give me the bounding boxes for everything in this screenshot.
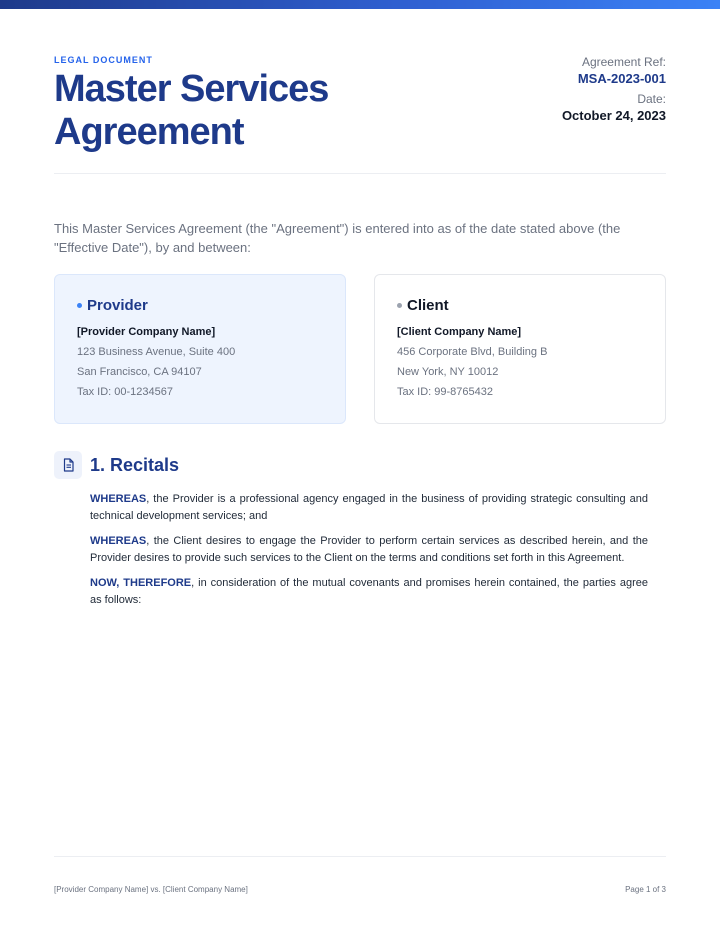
agreement-date-label: Date: — [637, 92, 666, 106]
client-address-line2: New York, NY 10012 — [397, 366, 499, 378]
footer-parties: [Provider Company Name] vs. [Client Company Name] — [54, 885, 248, 894]
footer-divider — [54, 856, 666, 857]
page-number: Page 1 of 3 — [625, 885, 666, 894]
provider-heading — [77, 297, 148, 314]
client-heading-label: Client — [407, 297, 449, 314]
bullet-dot-icon — [77, 303, 82, 308]
client-tax-id: Tax ID: 99-8765432 — [397, 386, 494, 398]
header-divider — [54, 173, 666, 174]
agreement-ref-value: MSA-2023-001 — [577, 71, 666, 86]
section-title-recitals: 1. Recitals — [90, 455, 180, 475]
client-address-line1: 456 Corporate Blvd, Building B — [397, 346, 548, 358]
provider-heading-label: Provider — [87, 297, 148, 314]
recital-text: , in consideration of the mutual covenants and promises herein contained, the parties agree as follows: — [90, 577, 648, 606]
client-company-name: [Client Company Name] — [397, 326, 522, 338]
provider-card — [54, 274, 346, 424]
recital-text: , the Provider is a professional agency engaged in the business of providing strategic consulting and technical development services; and — [90, 493, 648, 522]
recital-paragraph — [90, 575, 648, 609]
agreement-meta — [562, 55, 666, 123]
agreement-date-value: October 24, 2023 — [561, 108, 666, 123]
client-card — [374, 274, 666, 424]
client-heading — [397, 297, 449, 314]
provider-tax-id: Tax ID: 00-1234567 — [77, 386, 174, 398]
top-accent-bar — [0, 0, 720, 9]
page-title: Master Services Agreement — [54, 68, 329, 153]
recital-keyword: NOW, THEREFORE — [90, 577, 192, 589]
recital-keyword: WHEREAS — [90, 493, 147, 505]
document-type-label: LEGAL DOCUMENT — [54, 55, 153, 65]
intro-paragraph: This Master Services Agreement (the "Agreement") is entered into as of the date stated above (the "Effective Date"), by and between: — [54, 221, 621, 255]
provider-address-line2: San Francisco, CA 94107 — [77, 366, 202, 378]
recital-paragraph — [90, 491, 648, 525]
document-icon — [54, 451, 82, 479]
recital-keyword: WHEREAS — [90, 535, 147, 547]
provider-address-line1: 123 Business Avenue, Suite 400 — [77, 346, 236, 358]
recital-paragraph — [90, 533, 648, 567]
recital-text: , the Client desires to engage the Provider to perform certain services as described herein, and the Provider desires to provide such services to the Client on the terms and conditions set forth in this Agreement. — [90, 535, 648, 564]
provider-company-name: [Provider Company Name] — [77, 326, 216, 338]
agreement-ref-label: Agreement Ref: — [581, 55, 666, 69]
bullet-dot-icon — [397, 303, 402, 308]
